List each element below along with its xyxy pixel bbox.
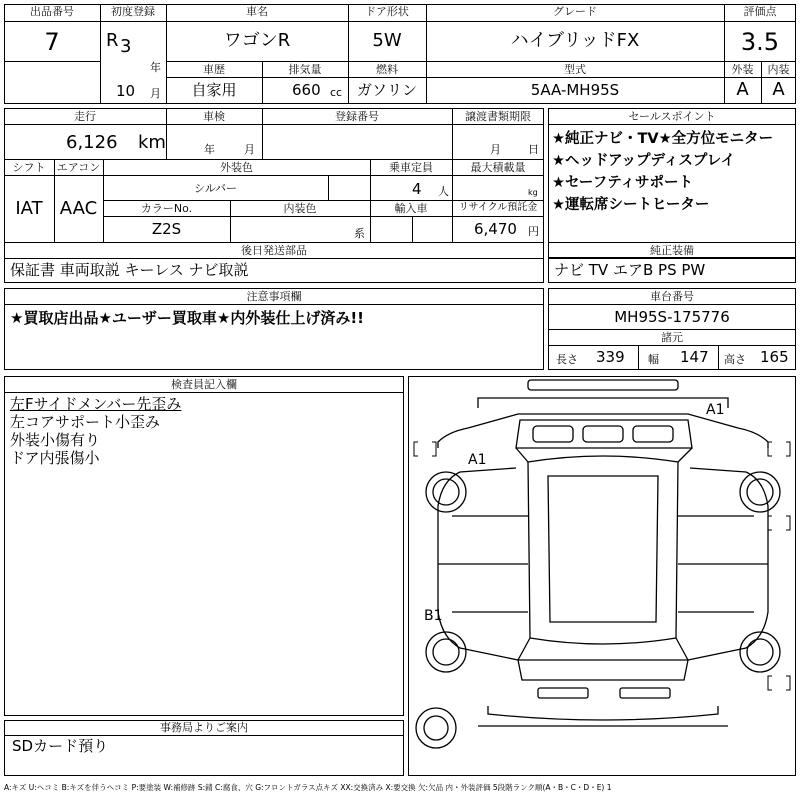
door-type: 5W [372, 30, 402, 51]
model-code: 5AA-MH95S [530, 81, 620, 99]
max-load-label: 最大積載量 [470, 161, 526, 174]
recycle-label: リサイクル預託金 [458, 202, 538, 213]
interior-label: 内装 [767, 63, 790, 76]
shift-label: シフト [12, 161, 46, 174]
fuel: ガソリン [356, 81, 417, 99]
lot-number: 7 [44, 28, 60, 56]
inspection-month-unit: 月 [244, 143, 255, 156]
history: 自家用 [191, 81, 237, 99]
shift: IAT [15, 198, 43, 219]
damage-legend: A:キズ U:ヘコミ B:キズを伴うヘコミ P:要塗装 W:補修跡 S:錆 C:腐食、穴 G:フロントガラス点キズ XX:交換済み X:要交換 欠:欠品 内・外装評価 5段階ランク順(A・B・C・D・E) 1 [4, 783, 612, 792]
sales-point-item: ★セーフティサポート [552, 175, 694, 191]
inspector-note: ドア内張傷小 [10, 449, 100, 467]
sales-point-item: ★純正ナビ・TV★全方位モニター [552, 131, 774, 147]
damage-mark: A1 [706, 402, 725, 418]
inspector-note: 外装小傷有り [10, 431, 101, 449]
notes-label: 注意事項欄 [246, 290, 302, 303]
sales-point-item: ★ヘッドアップディスプレイ [552, 153, 736, 169]
car-name-label: 車名 [246, 5, 268, 18]
transfer-month-unit: 月 [490, 143, 501, 156]
later-parts-label: 後日発送部品 [241, 244, 307, 257]
damage-mark: B1 [424, 608, 443, 624]
later-parts: 保証書 車両取説 キーレス ナビ取説 [10, 261, 249, 279]
mileage: 6,126 [66, 132, 118, 153]
damage-mark: A1 [468, 452, 487, 468]
office-note: SDカード預り [12, 737, 109, 755]
first-reg-label: 初度登録 [111, 5, 155, 18]
inspection-label: 車検 [203, 110, 225, 123]
exterior-color: シルバー [194, 182, 237, 195]
interior-color-unit: 系 [354, 227, 365, 240]
inspection-year-unit: 年 [204, 143, 215, 156]
width-label: 幅 [648, 353, 659, 366]
registration-label: 登録番号 [335, 110, 379, 123]
equipment-label: 純正装備 [650, 244, 694, 257]
sales-point-label: セールスポイント [628, 110, 716, 123]
dimensions-label: 諸元 [661, 331, 683, 344]
capacity: 4 [412, 180, 422, 198]
displacement-label: 排気量 [288, 63, 322, 76]
history-label: 車歴 [203, 63, 225, 76]
height-label: 高さ [724, 353, 746, 366]
displacement: 660 [292, 81, 321, 99]
capacity-label: 乗車定員 [389, 161, 433, 174]
length-label: 長さ [556, 353, 578, 366]
mileage-label: 走行 [74, 110, 96, 123]
reg-era: R [106, 30, 119, 51]
model-label: 型式 [564, 63, 586, 76]
transfer-doc-label: 譲渡書類期限 [465, 110, 531, 123]
fuel-label: 燃料 [376, 63, 398, 76]
equipment: ナビ TV エアB PS PW [554, 261, 706, 279]
sales-point-list [552, 128, 773, 216]
length: 339 [596, 348, 625, 366]
reg-year: 3 [120, 36, 132, 57]
exterior-label: 外装 [731, 63, 754, 76]
chassis-label: 車台番号 [650, 290, 694, 303]
height: 165 [760, 348, 789, 366]
inspector-label: 検査員記入欄 [171, 378, 237, 391]
grade-label: グレード [553, 5, 597, 18]
month-unit: 月 [150, 87, 161, 100]
aircon: AAC [59, 198, 98, 219]
car-name: ワゴンR [223, 30, 291, 51]
interior-score: A [772, 79, 785, 100]
displacement-unit: cc [330, 86, 343, 99]
recycle-unit: 円 [528, 225, 539, 238]
office-label: 事務局よりご案内 [160, 721, 248, 734]
score-label: 評価点 [743, 5, 777, 18]
transfer-day-unit: 日 [528, 143, 539, 156]
reg-month: 10 [116, 82, 136, 100]
notes: ★買取店出品★ユーザー買取車★内外装仕上げ済み!! [10, 309, 365, 327]
inspector-note: 左Fサイドメンバー先歪み [10, 395, 182, 413]
color-no-label: カラーNo. [140, 202, 193, 215]
capacity-unit: 人 [438, 185, 449, 198]
import-label: 輸入車 [394, 202, 428, 215]
width: 147 [680, 348, 709, 366]
exterior-color-label: 外装色 [220, 161, 253, 174]
aircon-label: エアコン [56, 161, 101, 174]
door-label: ドア形状 [365, 5, 409, 18]
year-unit: 年 [150, 61, 161, 74]
inspector-note: 左コアサポート小歪み [10, 413, 161, 431]
color-no: Z2S [151, 220, 182, 238]
exterior-score: A [736, 79, 749, 100]
recycle-fee: 6,470 [474, 220, 517, 238]
inspector-notes [10, 395, 181, 467]
chassis-number: MH95S-175776 [614, 308, 730, 326]
sales-point-item: ★運転席シートヒーター [552, 197, 710, 213]
lot-label: 出品番号 [30, 5, 74, 18]
interior-color-label: 内装色 [283, 202, 317, 215]
grade: ハイブリッドFX [510, 30, 640, 51]
max-load-unit: kg [528, 188, 538, 197]
car-diagram-svg [408, 376, 796, 776]
mileage-unit: km [138, 132, 166, 153]
overall-score: 3.5 [740, 28, 780, 56]
